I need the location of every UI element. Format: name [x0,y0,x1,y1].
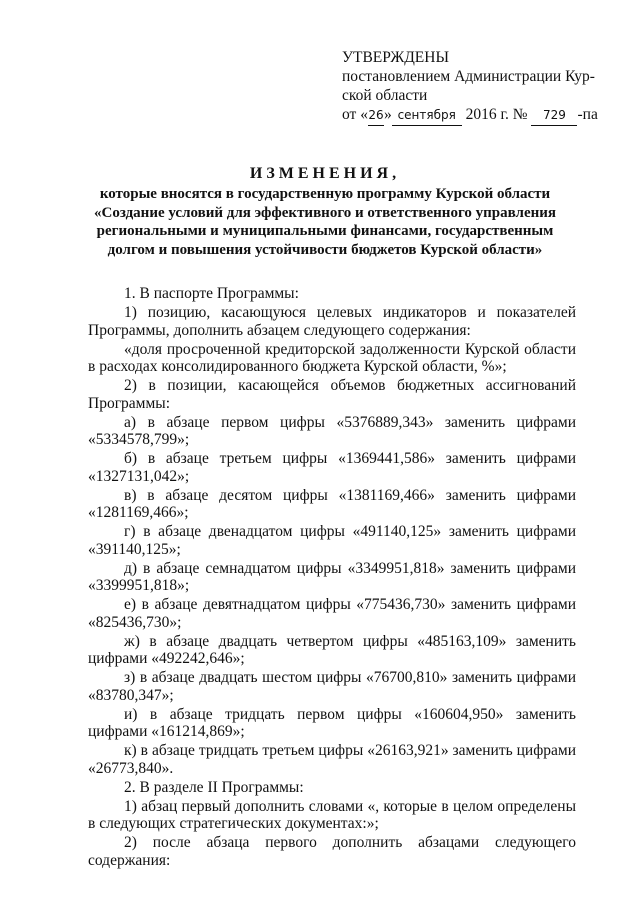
date-mid: » [383,106,392,123]
approval-stamp [342,48,632,126]
paragraph-subitem-i: и) в абзаце тридцать первом цифры «160604,950» заменить цифрами «161214,869»; [88,705,576,740]
title-line-4: долгом и повышения устойчивости бюджетов Курской области» [107,241,543,258]
paragraph-item-1: 1) позицию, касающуюся целевых индикаторов и показателей Программы, дополнить абзацем следующего содержания: [88,304,576,339]
paragraph-subitem-v: в) в абзаце десятом цифры «1381169,466» заменить цифрами «1281169,466»; [88,486,576,521]
paragraph-section-1: 1. В паспорте Программы: [124,285,299,302]
approval-date-line [342,105,632,126]
paragraph-section-2: 2. В разделе II Программы: [124,778,304,796]
paragraph-quote: «доля просроченной кредиторской задолженности Курской области в расходах консолидированного бюджета Курской области, %»; [88,340,576,375]
paragraph-section-2-item-1: 1) абзац первый дополнить словами «, которые в целом определены в следующих стратегических документах:»; [88,797,576,832]
title-line-2: «Создание условий для эффективного и ответственного управления [94,204,556,221]
approval-line-2: постановлением Администрации Кур- [342,68,595,85]
paragraph-subitem-e: е) в абзаце девятнадцатом цифры «775436,730» заменить цифрами «825436,730»; [88,596,576,631]
date-year: 2016 г. № [465,106,528,123]
paragraph-item-2: 2) в позиции, касающейся объемов бюджетных ассигнований Программы: [88,377,576,412]
paragraph-subitem-b: б) в абзаце третьем цифры «1369441,586» заменить цифрами «1327131,042»; [88,450,576,485]
paragraph-subitem-d: д) в абзаце семнадцатом цифры «3349951,818» заменить цифрами «3399951,818»; [88,559,576,594]
document-body [88,285,576,871]
paragraph-section-2-item-2: 2) после абзаца первого дополнить абзацами следующего содержания: [88,834,576,869]
paragraph-subitem-a: а) в абзаце первом цифры «5376889,343» заменить цифрами «5334578,799»; [88,413,576,448]
document-title [80,163,570,259]
document-number: 729 [531,106,577,126]
paragraph-subitem-zh: ж) в абзаце двадцать четвертом цифры «485163,109» заменить цифрами «492242,646»; [88,632,576,667]
date-prefix: от « [342,106,368,123]
title-line-1: которые вносятся в государственную программу Курской области [99,186,551,202]
paragraph-subitem-k: к) в абзаце тридцать третьем цифры «26163,921» заменить цифрами «26773,840». [88,742,576,777]
date-day: 26 [368,106,384,126]
paragraph-subitem-z: з) в абзаце двадцать шестом цифры «76700,810» заменить цифрами «83780,347»; [88,669,576,704]
paragraph-subitem-g: г) в абзаце двенадцатом цифры «491140,125» заменить цифрами «391140,125»; [88,523,576,558]
approval-title: УТВЕРЖДЕНЫ [342,49,449,66]
date-month: сентября [392,106,462,126]
title-main: ИЗМЕНЕНИЯ, [249,165,401,182]
title-line-3: региональными и муниципальными финансами, государственным [96,223,554,239]
approval-line-3: ской области [342,87,428,104]
number-suffix: -па [577,106,598,123]
